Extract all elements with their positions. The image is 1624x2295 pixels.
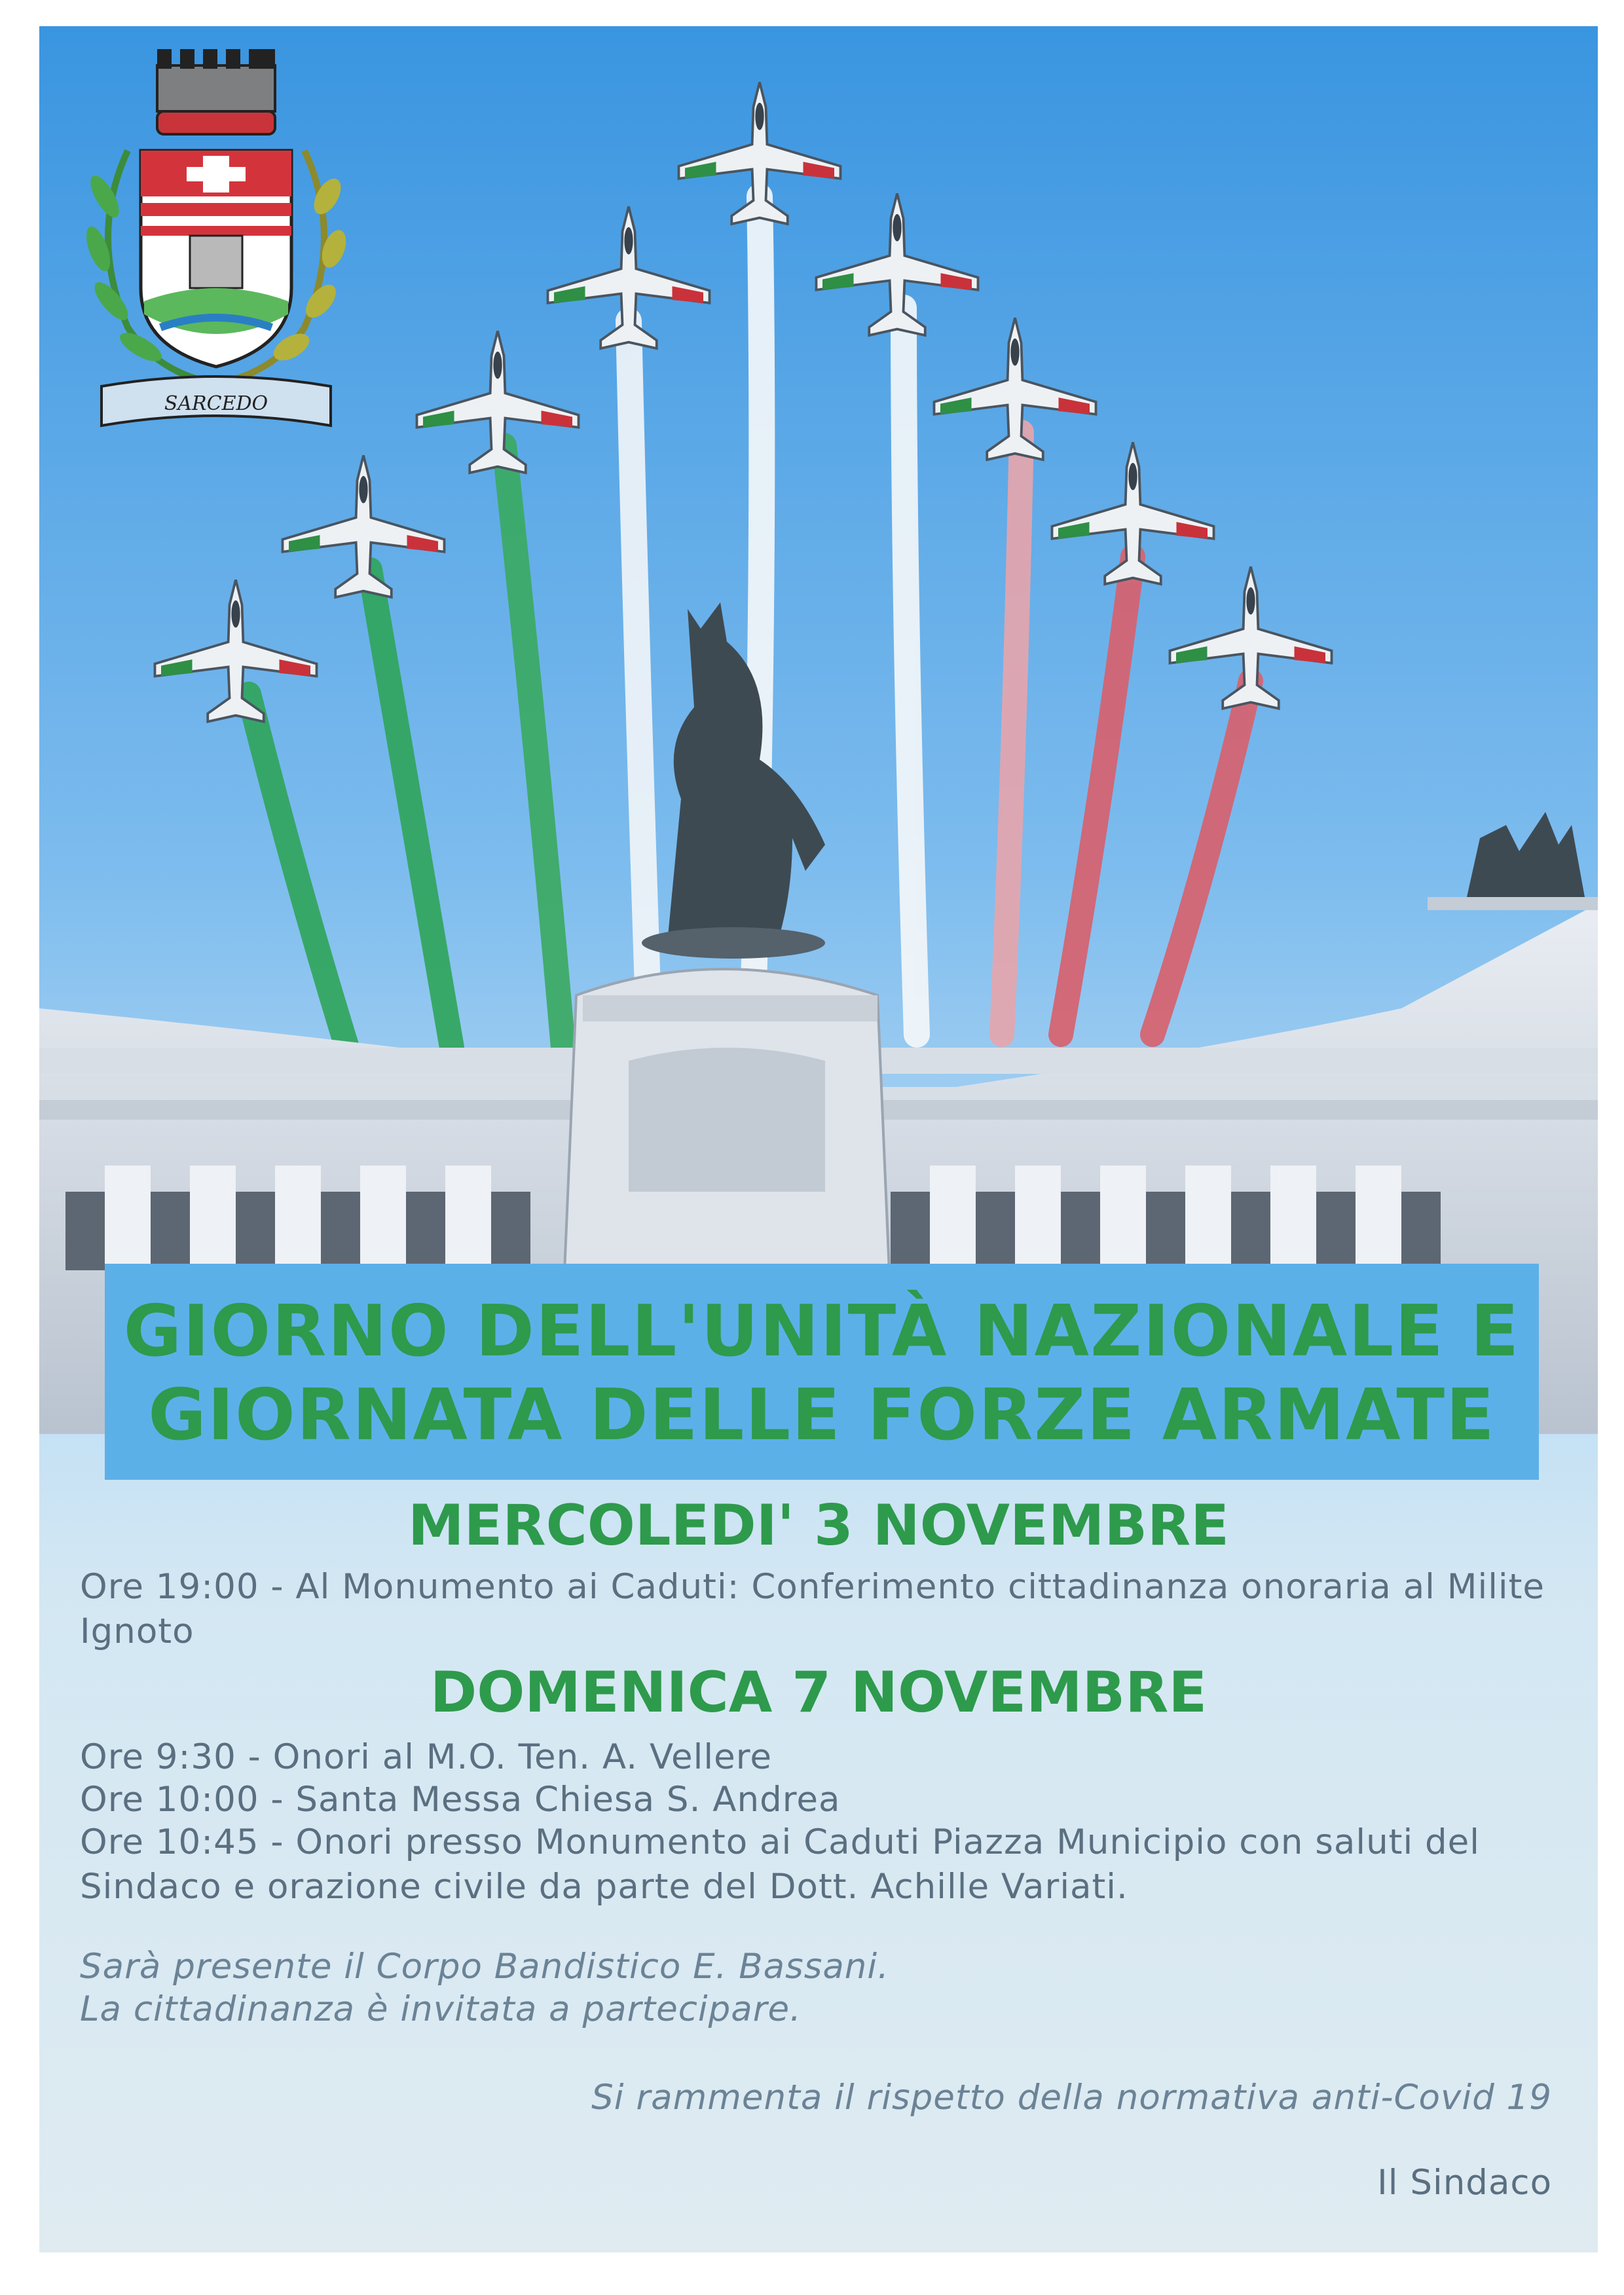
note-band: Sarà presente il Corpo Bandistico E. Bassani. (80, 1947, 889, 1987)
day2-heading: DOMENICA 7 NOVEMBRE (430, 1660, 1208, 1725)
day1-heading: MERCOLEDI' 3 NOVEMBRE (408, 1493, 1229, 1558)
title-banner (105, 1264, 1539, 1480)
signature: Il Sindaco (1377, 2163, 1552, 2203)
covid-note: Si rammenta il rispetto della normativa anti-Covid 19 (591, 2078, 1552, 2118)
coat-motto: SARCEDO (164, 392, 268, 415)
day1-event-1: Ore 19:00 - Al Monumento ai Caduti: Conferimento cittadinanza onoraria al Milite Ignoto (80, 1567, 1545, 1651)
poster (39, 26, 1598, 2252)
day2-event-1: Ore 9:30 - Onori al M.O. Ten. A. Vellere (80, 1737, 772, 1777)
main-title (105, 1290, 1539, 1458)
note-invitation: La cittadinanza è invitata a partecipare. (80, 1989, 802, 2029)
coat-of-arms-logo (75, 39, 357, 432)
title-line-1: GIORNO DELL'UNITÀ NAZIONALE E (123, 1291, 1521, 1372)
day2-event-2: Ore 10:00 - Santa Messa Chiesa S. Andrea (80, 1780, 841, 1820)
day2-event-3: Ore 10:45 - Onori presso Monumento ai Caduti Piazza Municipio con saluti del Sindaco e orazione civile da parte del Dott. Achille Variati. (80, 1822, 1481, 1907)
title-line-2: GIORNATA DELLE FORZE ARMATE (148, 1374, 1496, 1456)
